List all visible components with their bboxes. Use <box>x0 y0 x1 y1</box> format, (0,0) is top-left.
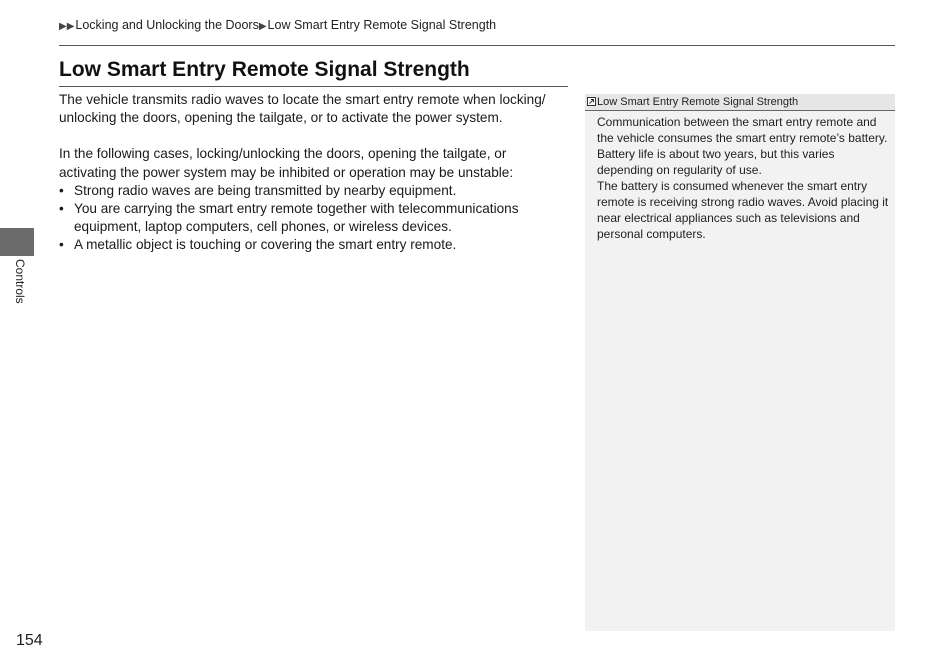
breadcrumb-item-signal-strength[interactable]: Low Smart Entry Remote Signal Strength <box>267 18 497 32</box>
list-item <box>59 200 564 236</box>
side-note-paragraph: The battery is consumed whenever the smart entry remote is receiving strong radio waves. Avoid placing it near electrical appliances such as televisions and personal computers. <box>597 179 889 241</box>
section-tab-label: Controls <box>13 259 27 304</box>
header-divider <box>59 45 895 46</box>
page-number: 154 <box>16 632 43 649</box>
side-note-body <box>597 114 889 242</box>
side-note-paragraph: Communication between the smart entry remote and the vehicle consumes the smart entry remote’s battery. <box>597 115 888 145</box>
side-note-header <box>585 94 895 111</box>
breadcrumb <box>59 18 496 32</box>
reference-mark-icon <box>587 97 596 106</box>
section-tab-marker <box>0 228 34 256</box>
list-item-text: You are carrying the smart entry remote together with telecommunications equipment, laptop computers, cell phones, or wireless devices. <box>74 201 519 235</box>
side-note-heading: Low Smart Entry Remote Signal Strength <box>597 96 799 108</box>
list-item-text: Strong radio waves are being transmitted by nearby equipment. <box>74 182 457 198</box>
cases-intro-paragraph: In the following cases, locking/unlocking the doors, opening the tailgate, or activating the power system may be inhibited or operation may be unstable: <box>59 146 514 180</box>
list-item-text: A metallic object is touching or covering the smart entry remote. <box>74 237 457 253</box>
bullet-icon: • <box>59 201 64 217</box>
bullet-icon: • <box>59 237 64 253</box>
list-item <box>59 182 564 200</box>
breadcrumb-item-locking[interactable]: Locking and Unlocking the Doors <box>75 18 259 32</box>
side-note-panel <box>585 94 895 631</box>
side-note-paragraph: Battery life is about two years, but this varies depending on regularity of use. <box>597 147 835 177</box>
intro-paragraph: The vehicle transmits radio waves to locate the smart entry remote when locking/ unlocking the doors, opening the tailgate, or to activate the power system. <box>59 92 546 126</box>
list-item <box>59 236 564 254</box>
title-underline <box>59 86 568 87</box>
main-content <box>59 91 564 255</box>
right-triangle-icon: ▶ <box>258 21 267 32</box>
bullet-icon: • <box>59 182 64 198</box>
page-title: Low Smart Entry Remote Signal Strength <box>59 58 470 81</box>
right-triangle-icon: ▶▶ <box>59 21 75 32</box>
cases-list <box>59 182 564 255</box>
